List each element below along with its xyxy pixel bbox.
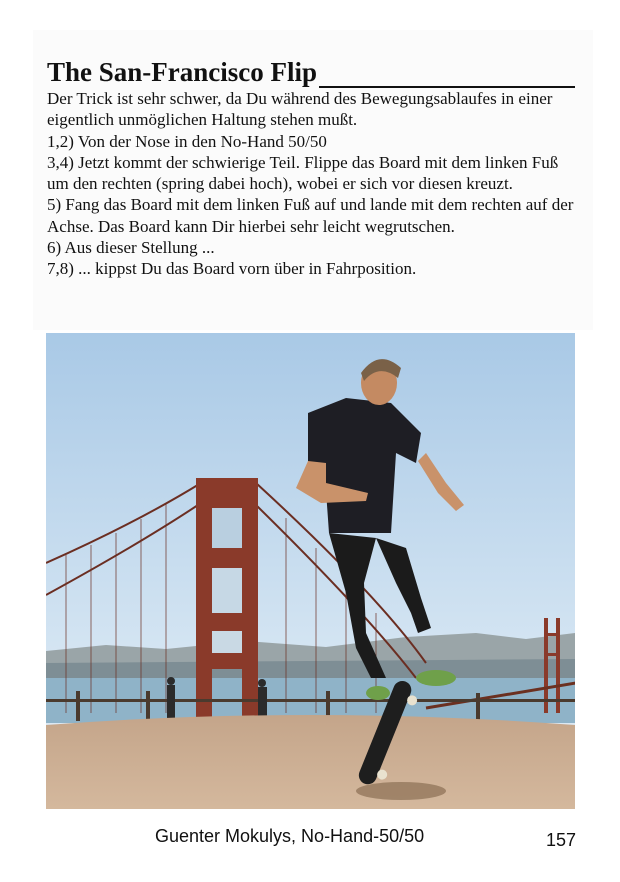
skateboard-photo: [46, 333, 575, 809]
title-rule: [47, 52, 575, 88]
photo-caption: Guenter Mokulys, No-Hand-50/50: [155, 826, 425, 846]
photo-illustration: [46, 333, 575, 809]
paragraph-step-3-4: 3,4) Jetzt kommt der schwierige Teil. Flippe das Board mit dem linken Fuß um den rechten (spring dabei hoch), wobei er sich vor diesen kreuzt.: [47, 152, 559, 194]
ground: [46, 715, 575, 809]
paragraph-step-6: 6) Aus dieser Stellung ...: [47, 238, 215, 258]
paragraph-intro: Der Trick ist sehr schwer, da Du während des Bewegungsablaufes in einer eigentlich unmöglichen Haltung stehen mußt.: [47, 89, 553, 130]
paragraph-step-7-8: 7,8) ... kippst Du das Board vorn über in Fahrposition.: [47, 259, 417, 279]
paragraph-step-1-2: 1,2) Von der Nose in den No-Hand 50/50: [47, 131, 327, 151]
article-body: [47, 88, 582, 280]
article-title: The San-Francisco Flip: [47, 57, 318, 87]
paragraph-step-5: 5) Fang das Board mit dem linken Fuß auf und lande mit dem rechten auf der Achse. Das Board kann Dir hierbei sehr leicht wegrutschen.: [47, 195, 574, 236]
page-number: 157: [546, 830, 577, 850]
